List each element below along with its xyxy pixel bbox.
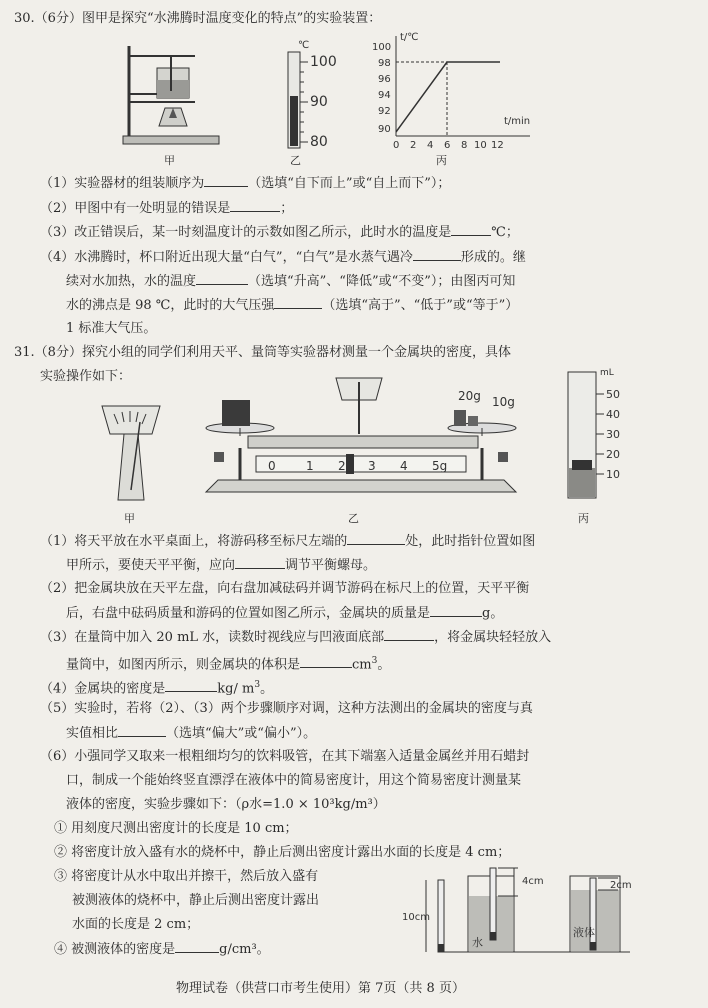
q31-label-yi: 乙 xyxy=(348,512,359,525)
q30-sub3: （3）改正错误后，某一时刻温度计的示数如图乙所示，此时水的温度是 ℃； xyxy=(40,225,519,240)
cyl-tick: 10 xyxy=(606,468,620,481)
q30-label-jia: 甲 xyxy=(164,154,175,167)
q31-sub3: （3）在量筒中加入 20 mL 水，读数时视线应与凹液面底部 ，将金属块轻轻放入 xyxy=(40,630,552,645)
q30-label-yi: 乙 xyxy=(290,154,301,167)
q31-step3-line2: 被测液体的烧杯中，静止后测出密度计露出 xyxy=(72,893,320,908)
scale-tick: 4 xyxy=(400,459,408,473)
dfig-2cm: 2cm xyxy=(610,880,632,891)
q31-sub5: （5）实验时，若将（2）、（3）两个步骤顺序对调，这种方法测出的金属块的密度与真 xyxy=(40,701,533,716)
q31-step3: ③ 将密度计从水中取出并擦干，然后放入盛有 xyxy=(54,869,319,884)
graph-xtick: 4 xyxy=(427,140,434,151)
graph-ytick: 98 xyxy=(378,58,391,69)
q31-step3-line3: 水面的长度是 2 cm； xyxy=(72,917,200,932)
scale-tick: 2 xyxy=(338,459,346,473)
q30-sub2: （2）甲图中有一处明显的错误是 ； xyxy=(40,201,294,216)
q30-sub1: （1）实验器材的组装顺序为 （选填“自下而上”或“自上而下”）； xyxy=(40,176,451,191)
q31-sub6-line3: 液体的密度，实验步骤如下：（ρ水=1.0 × 10³kg/m³） xyxy=(66,797,386,812)
graph-ytick: 100 xyxy=(372,42,392,53)
cyl-unit: mL xyxy=(600,368,614,378)
thermo-unit: ℃ xyxy=(298,40,310,51)
q30-label-bing: 丙 xyxy=(436,154,447,167)
thermo-tick-100: 100 xyxy=(310,54,337,70)
q30-sub4: （4）水沸腾时，杯口附近出现大量“白气”，“白气”是水蒸气遇冷 形成的。继 xyxy=(40,250,526,265)
thermo-tick-80: 80 xyxy=(310,134,328,150)
q31-sub2: （2）把金属块放在天平左盘，向右盘加减砝码并调节游码在标尺上的位置，天平平衡 xyxy=(40,581,530,596)
scale-tick: 3 xyxy=(368,459,376,473)
graph-xtick: 10 xyxy=(474,140,487,151)
scale-tick: 1 xyxy=(306,459,314,473)
q31-sub2-line2: 后，右盘中砝码质量和游码的位置如图乙所示，金属块的质量是 g。 xyxy=(66,606,504,621)
graph-ylabel: t/℃ xyxy=(400,32,419,43)
q31-header2: 实验操作如下： xyxy=(40,369,132,384)
graph-ytick: 92 xyxy=(378,106,391,117)
q31-sub6: （6）小强同学又取来一根粗细均匀的饮料吸管，在其下端塞入适量金属丝并用石蜡封 xyxy=(40,749,530,764)
graph-xtick: 8 xyxy=(461,140,468,151)
q31-label-bing: 丙 xyxy=(578,512,589,525)
q31-step1: ① 用刻度尺测出密度计的长度是 10 cm； xyxy=(54,821,298,836)
weight-20g: 20g xyxy=(458,389,481,403)
q30-sub4-line3: 水的沸点是 98 ℃，此时的大气压强 （选填“高于”、“低于”或“等于”） xyxy=(66,298,519,313)
q31-fig-balance xyxy=(196,374,526,510)
q31-header: 31.（8分）探究小组的同学们利用天平、量筒等实验器材测量一个金属块的密度，具体 xyxy=(14,345,511,360)
q31-fig-density-meter xyxy=(398,866,638,956)
q30-fig-apparatus xyxy=(115,36,225,156)
q30-header: 30.（6分）图甲是探究“水沸腾时温度变化的特点”的实验装置： xyxy=(14,11,382,26)
dfig-water: 水 xyxy=(472,936,483,949)
graph-xtick: 12 xyxy=(491,140,504,151)
q30-fig-graph xyxy=(370,28,540,152)
scale-tick: 0 xyxy=(268,459,276,473)
weight-10g: 10g xyxy=(492,395,515,409)
q31-sub4: （4）金属块的密度是 kg/ $m^3$。 xyxy=(40,680,274,697)
dfig-liquid: 液体 xyxy=(573,926,595,939)
graph-ytick: 96 xyxy=(378,74,391,85)
cyl-tick: 30 xyxy=(606,428,620,441)
scale-tick: 5g xyxy=(432,459,448,473)
cyl-tick: 40 xyxy=(606,408,620,421)
q31-fig-pointer xyxy=(100,400,162,504)
graph-xlabel: t/min xyxy=(504,116,531,127)
dfig-10cm: 10cm xyxy=(402,912,430,923)
q31-label-jia: 甲 xyxy=(124,512,135,525)
q31-sub6-line2: 口，制成一个能始终竖直漂浮在液体中的简易密度计，用这个简易密度计测量某 xyxy=(66,773,522,788)
q31-step4: ④ 被测液体的密度是 g/cm³。 xyxy=(54,942,270,957)
thermo-tick-90: 90 xyxy=(310,94,328,110)
page-footer: 物理试卷（供营口市考生使用）第 7页（共 8 页） xyxy=(176,981,465,996)
q31-sub1: （1）将天平放在水平桌面上，将游码移至标尺左端的 处，此时指针位置如图 xyxy=(40,534,536,549)
q30-fig-thermometer xyxy=(278,38,340,150)
q31-step2: ② 将密度计放入盛有水的烧杯中，静止后测出密度计露出水面的长度是 4 cm； xyxy=(54,845,511,860)
cyl-tick: 50 xyxy=(606,388,620,401)
graph-xtick: 0 xyxy=(393,140,400,151)
graph-ytick: 94 xyxy=(378,90,391,101)
q31-fig-cylinder xyxy=(560,364,632,504)
dfig-4cm: 4cm xyxy=(522,876,544,887)
cyl-tick: 20 xyxy=(606,448,620,461)
q30-sub4-line4: 1 标准大气压。 xyxy=(66,321,157,336)
q31-sub1-line2: 甲所示，要使天平平衡，应向 调节平衡螺母。 xyxy=(66,558,377,573)
graph-xtick: 2 xyxy=(410,140,417,151)
q30-sub4-line2: 续对水加热，水的温度 （选填“升高”、“降低”或“不变”）；由图丙可知 xyxy=(66,274,516,289)
q31-sub3-line2: 量筒中，如图丙所示，则金属块的体积是 $cm^3$。 xyxy=(66,656,391,673)
q31-sub5-line2: 实值相比 （选填“偏大”或“偏小”）。 xyxy=(66,726,317,741)
graph-xtick: 6 xyxy=(444,140,451,151)
graph-ytick: 90 xyxy=(378,124,391,135)
